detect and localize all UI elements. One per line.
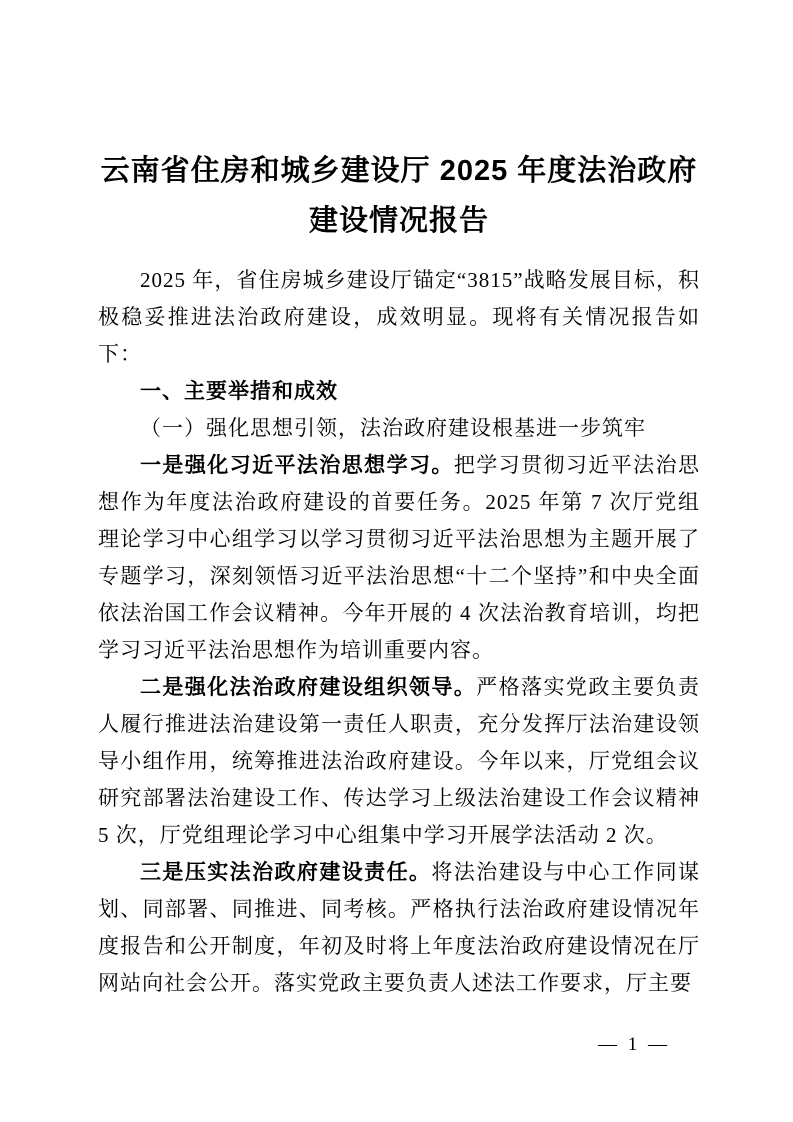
paragraph-text: （一）强化思想引领，法治政府建设根基进一步筑牢 xyxy=(140,416,646,440)
document-title xyxy=(98,146,700,246)
body-paragraph xyxy=(98,262,700,373)
paragraph-text: 严格落实党政主要负责人履行推进法治建设第一责任人职责，充分发挥厅法治建设领导小组作用，统筹推进法治政府建设。今年以来，厅党组会议研究部署法治建设工作、传达学习上级法治建设工作会议精神 5 次，厅党组理论学习中心组集中学习开展学法活动 2 次。 xyxy=(98,675,700,847)
bold-lead-text: 二是强化法治政府建设组织领导。 xyxy=(140,676,477,699)
title-line-2: 建设情况报告 xyxy=(308,205,489,237)
body-paragraph xyxy=(98,854,700,1002)
bold-lead-text: 一、主要举措和成效 xyxy=(140,380,338,403)
page-number: — 1 — xyxy=(598,1034,670,1055)
section-heading xyxy=(98,373,700,410)
document-blocks xyxy=(98,262,700,1002)
bold-lead-text: 一是强化习近平法治思想学习。 xyxy=(140,454,454,477)
subsection-heading xyxy=(98,410,700,447)
title-line-1: 云南省住房和城乡建设厅 2025 年度法治政府 xyxy=(100,155,698,187)
paragraph-text: 将法治建设与中心工作同谋划、同部署、同推进、同考核。严格执行法治政府建设情况年度报告和公开制度，年初及时将上年度法治政府建设情况在厅网站向社会公开。落实党政主要负责人述法工作要求，厅主要 xyxy=(98,860,701,995)
paragraph-text: 2025 年，省住房城乡建设厅锚定“3815”战略发展目标，积极稳妥推进法治政府建设，成效明显。现将有关情况报告如下： xyxy=(98,268,700,366)
body-paragraph xyxy=(98,669,700,854)
document-content xyxy=(98,146,700,1002)
body-paragraph xyxy=(98,447,700,669)
bold-lead-text: 三是压实法治政府建设责任。 xyxy=(140,861,432,884)
paragraph-text: 把学习贯彻习近平法治思想作为年度法治政府建设的首要任务。2025 年第 7 次厅党组理论学习中心组学习以学习贯彻习近平法治思想为主题开展了专题学习，深刻领悟习近平法治思想“十二个坚持”和中央全面依法治国工作会议精神。今年开展的 4 次法治教育培训，均把学习习近平法治思想作为培训重要内容。 xyxy=(98,453,701,662)
